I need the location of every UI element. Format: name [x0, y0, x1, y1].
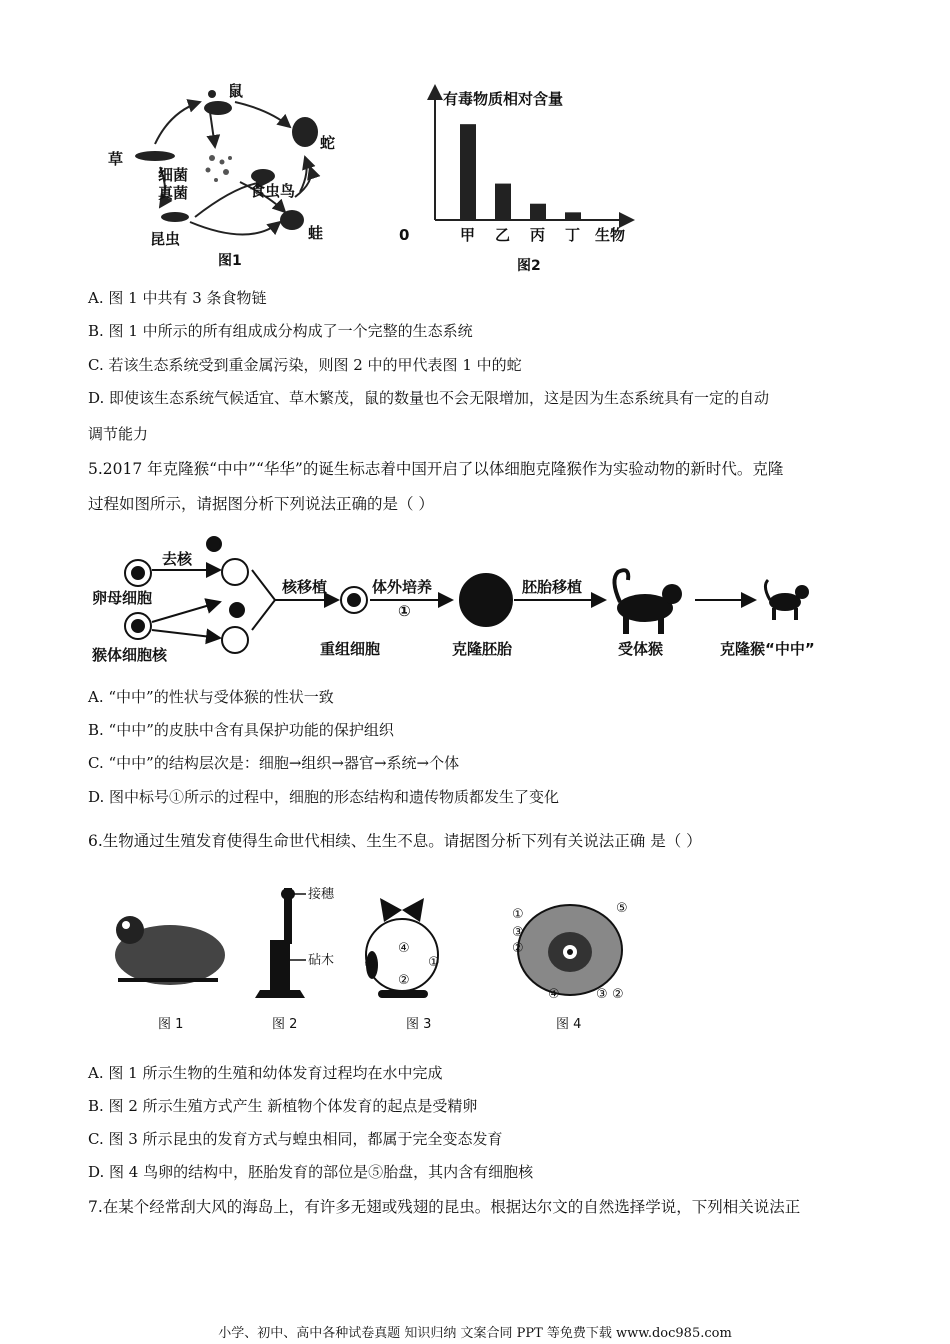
q5-option-d: D. 图中标号①所示的过程中，细胞的形态结构和遗传物质都发生了变化 — [88, 788, 560, 806]
fig2-caption: 图 2 — [272, 1017, 298, 1032]
y-axis-label: 有毒物质相对含量 — [443, 90, 564, 108]
q6-option-c: C. 图 3 所示昆虫的发育方式与蝗虫相同，都属于完全变态发育 — [88, 1130, 503, 1148]
q4-option-b: B. 图 1 中所示的所有组成成分构成了一个完整的生态系统 — [88, 322, 473, 340]
label-cloned-monkey: 克隆猴“中中” — [720, 640, 815, 658]
tick-label-3: 丁 — [565, 226, 581, 244]
q4-option-c: C. 若该生态系统受到重金属污染，则图 2 中的甲代表图 1 中的蛇 — [88, 356, 522, 374]
fig3-caption: 图 3 — [406, 1017, 432, 1032]
food-web-figure — [100, 72, 360, 272]
q4-option-a: A. 图 1 中共有 3 条食物链 — [88, 289, 267, 307]
svg-text:③: ③ — [512, 925, 524, 940]
cloned-monkey-icon — [769, 585, 809, 620]
bird-egg-icon — [518, 905, 622, 995]
label-enucleate: 去核 — [162, 550, 193, 568]
svg-text:①: ① — [512, 907, 524, 922]
q6-option-d: D. 图 4 鸟卵的结构中，胚胎发育的部位是⑤胎盘，其内含有细胞核 — [88, 1163, 534, 1181]
svg-text:②: ② — [398, 973, 410, 988]
label-grass: 草 — [108, 150, 124, 168]
label-surrogate: 受体猴 — [618, 640, 664, 658]
grafting-icon — [255, 888, 305, 998]
snake-icon — [292, 117, 318, 147]
q5-option-b: B. “中中”的皮肤中含有具保护功能的保护组织 — [88, 721, 394, 739]
label-egg-cell: 卵母细胞 — [92, 589, 153, 607]
bar-0 — [460, 124, 476, 220]
label-cloned-embryo: 克隆胚胎 — [452, 640, 513, 658]
tick-label-1: 乙 — [495, 226, 511, 244]
cloning-diagram — [90, 530, 850, 670]
label-monkey-nucleus: 猴体细胞核 — [92, 646, 168, 664]
fig1-caption: 图 1 — [158, 1017, 184, 1032]
origin-label: 0 — [399, 226, 410, 244]
tick-label-2: 丙 — [530, 226, 546, 244]
mouse-icon — [204, 101, 232, 115]
q4-option-d: D. 即使该生态系统气候适宜、草木繁茂，鼠的数量也不会无限增加，这是因为生态系统具有一定的自动 — [88, 389, 770, 407]
page-footer: 小学、初中、高中各种试卷真题 知识归纳 文案合同 PPT 等免费下载 www.doc985.com — [218, 1326, 732, 1341]
x-axis-label: 生物 — [595, 226, 626, 244]
label-reconstructed-cell: 重组细胞 — [320, 640, 381, 658]
frog-icon — [280, 210, 304, 230]
label-mouse: 鼠 — [228, 82, 244, 100]
surrogate-monkey-icon — [617, 584, 682, 634]
q6-option-a: A. 图 1 所示生物的生殖和幼体发育过程均在水中完成 — [88, 1064, 443, 1082]
label-bacteria: 细菌 — [158, 166, 189, 184]
q5-option-c: C. “中中”的结构层次是：细胞→组织→器官→系统→个体 — [88, 754, 460, 772]
insect-icon — [161, 212, 189, 222]
fig4-caption: 图 4 — [556, 1017, 582, 1032]
svg-text:②: ② — [612, 987, 624, 1002]
svg-text:②: ② — [512, 941, 524, 956]
frog-icon — [115, 916, 225, 985]
svg-text:①: ① — [428, 955, 440, 970]
label-insect: 昆虫 — [150, 230, 181, 248]
q6-stem: 6.生物通过生殖发育使得生命世代相续、生生不息。请据图分析下列有关说法正确 是（ ） — [88, 832, 702, 850]
q5-option-a: A. “中中”的性状与受体猴的性状一致 — [88, 688, 334, 706]
label-scion: 接穗 — [308, 887, 335, 902]
q5-stem-line2: 过程如图所示，请据图分析下列说法正确的是（ ） — [88, 495, 434, 513]
q5-stem-line1: 5.2017 年克隆猴“中中”“华华”的诞生标志着中国开启了以体细胞克隆猴作为实验动物的新时代。克隆 — [88, 460, 784, 478]
label-snake: 蛇 — [320, 134, 336, 152]
fig1-caption: 图1 — [218, 253, 242, 269]
label-embryo-transfer: 胚胎移植 — [522, 578, 583, 596]
label-frog: 蛙 — [308, 224, 324, 242]
svg-text:③: ③ — [596, 987, 608, 1002]
reproduction-figures — [100, 880, 640, 1040]
bar-3 — [565, 212, 581, 220]
toxin-bar-chart — [395, 80, 655, 275]
label-circle-one: ① — [398, 602, 411, 620]
svg-text:④: ④ — [548, 987, 560, 1002]
label-insect-bird: 食虫鸟 — [250, 182, 296, 200]
grass-icon — [135, 151, 175, 161]
label-culture: 体外培养 — [372, 578, 433, 596]
svg-text:⑤: ⑤ — [616, 901, 628, 916]
svg-text:③: ③ — [364, 957, 376, 972]
embryo-icon — [460, 574, 512, 626]
svg-text:④: ④ — [398, 941, 410, 956]
bird-icon — [251, 169, 275, 183]
tick-label-0: 甲 — [460, 226, 476, 244]
label-nuclear-transfer: 核移植 — [282, 578, 328, 596]
label-fungi: 真菌 — [158, 184, 189, 202]
label-stock: 砧木 — [308, 953, 335, 968]
q4-option-d-continued: 调节能力 — [88, 425, 149, 443]
q6-option-b: B. 图 2 所示生殖方式产生 新植物个体发育的起点是受精卵 — [88, 1097, 478, 1115]
fig2-caption: 图2 — [517, 258, 541, 274]
q7-stem: 7.在某个经常刮大风的海岛上，有许多无翅或残翅的昆虫。根据达尔文的自然选择学说，下列相关说法正 — [88, 1198, 801, 1216]
bar-2 — [530, 204, 546, 220]
bar-1 — [495, 184, 511, 220]
